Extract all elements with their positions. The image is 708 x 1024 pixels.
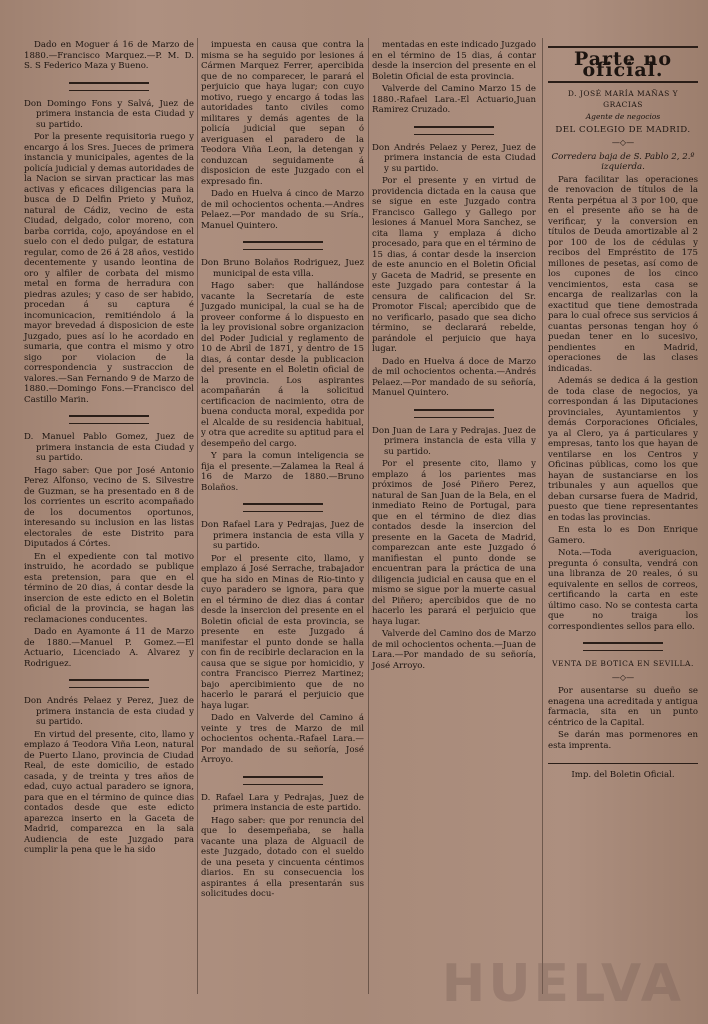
notice-signature: Dado en Moguer á 16 de Marzo de 1880.—Francisco Marquez.—P. M. D. S. S Federico Maza y Bueno.	[24, 40, 194, 71]
ad-body: En esta lo es Don Enrique Gamero.	[548, 525, 698, 546]
separator	[243, 241, 323, 250]
notice-body: Hago saber: Que por José Antonio Perez Alfonso, vecino de S. Silvestre de Guzman, se ha presentado en 8 de los corrientes un escrito acompañado de los documentos oportunos, interesando su inclusion en las listas electorales de este Distrito para Diputados á Córtes.	[24, 465, 194, 549]
separator	[69, 82, 149, 91]
notice-heading: Don Juan de Lara y Pedrajas. Juez de primera instancia de esta villa y su partido.	[372, 425, 536, 457]
ad-body: Se darán mas pormenores en esta imprenta.	[548, 730, 698, 751]
notice-body: Dado en Valverde del Camino á veinte y tres de Marzo de mil ochocientos ochenta.-Rafael Lara.—Por mandado de su señoría, José Arroyo.	[201, 713, 364, 765]
column-4	[548, 40, 698, 783]
notice-body: Hago saber: que hallándose vacante la Secretaría de este Juzgado municipal, la cual se ha de proveer conforme á lo dispuesto en la ley provisional sobre organizacion del Poder Judicial y reglamento de 10 de Abril de 1871, y dentro de 15 dias, á contar desde la publicacion del presente en el Boletin oficial de la provincia. Los aspirantes acompañarán á la solicitud certificacion de nacimiento, otra de buena conducta moral, expedida por el Alcalde de su residencia habitual, y otra que acredite su aptitud para el desempeño del cargo.	[201, 281, 364, 449]
notice-heading: Don Rafael Lara y Pedrajas, Juez de primera instancia de esta villa y su partido.	[201, 520, 364, 551]
notice-body: En el expediente con tal motivo instruido, he acordado se publique esta pretension, para que en el término de 20 dias, á contar desde la insercion de este edicto en el Boletin oficial de la provincia, se hagan las reclamaciones conducentes.	[24, 551, 194, 625]
separator	[583, 642, 663, 651]
archive-watermark: HUELVA	[441, 954, 684, 1014]
notice-body: En virtud del presente, cito, llamo y emplazo á Teodora Viña Leon, natural de Puerto Llano, provincia de Ciudad Real, de este domicilio, de estado casada, y de treinta y tres años de edad, cuyo actual paradero se ignora, para que en el término de quince dias contados desde que este edicto aparezca inserto en la Gaceta de Madrid, comparezca en la sala Audiencia de este Juzgado para cumplir la pena que le ha sido	[24, 729, 194, 855]
ad-body: Por ausentarse su dueño se enagena una acreditada y antigua farmacia, sita en un punto céntrico de la Capital.	[548, 686, 698, 728]
ad-heading: VENTA DE BOTICA EN SEVILLA.	[552, 659, 694, 668]
column-1	[24, 40, 194, 858]
notice-body: Por el presente cito, llamo, y emplazo á José Serrache, trabajador que ha sido en Minas de Rio-tinto y cuyo paradero se ignora, para que en el término de diez dias á contar desde la insercion del presente en el Boletin oficial de esta provincia, se presente en este Juzgado á manifestar el punto donde se halla con fin de recibirle declaracion en la causa que se sigue por homicidio, y contra Francisco Pierrez Martinez; bajo apercibimiento que de no hacerlo le parará el perjuicio que haya lugar.	[201, 553, 364, 711]
notice-body: Por el presente cito, llamo y emplazo á los parientes mas próximos de José Piñero Perez, natural de San Juan de la Bela, en el inmediato Reino de Portugal, para que en el término de diez dias contados desde la insercion del presente en la Gaceta de Madrid, comparezcan ante este Juzgado ó manifiestan el punto donde se encuentran para la práctica de una diligencia judicial en causa que en el mismo se sigue por la muerte casual del Piñero; apercibidos que de no hacerlo les parará el perjuicio que haya lugar.	[372, 459, 536, 627]
notice-heading: Don Domingo Fons y Salvá, Juez de primera instancia de esta Ciudad y su partido.	[24, 98, 194, 130]
notice-body: Dado en Huelva á cinco de Marzo de mil ochocientos ochenta.—Andres Pelaez.—Por mandado de su Sría., Manuel Quintero.	[201, 189, 364, 231]
notice-body: Por el presente y en virtud de providencia dictada en la causa que se sigue en este Juzgado contra Francisco Gallego y Gallego por lesiones á Manuel Mora Sanchez, se cita llama y emplaza á dicho procesado, para que en el término de 15 dias, á contar desde la insercion de este anuncio en el Boletin Oficial y Gaceta de Madrid, se presente en este Juzgado para contestar á la censura de calificacion del Sr. Promotor Fiscal; apercibido que de no verificarlo, pasado que sea dicho término, se declarará rebelde, parándole el perjuicio que haya lugar.	[372, 176, 536, 354]
notice-body: impuesta en causa que contra la misma se ha seguido por lesiones á Cármen Marquez Ferrer, apercibida que de no comparecer, le parará el perjuicio que haya lugar; con cuyo motivo, ruego y encargo á todas las autoridades tanto civiles como militares y demás agentes de la policía judicial que sepan ó averiguasen el paradero de la Teodora Viña Leon, la detengan y conduzcan seguidamente á disposicion de este Juzgado con el expresado fin.	[201, 40, 364, 187]
ornament: —◇—	[611, 138, 635, 147]
agent-organization: DEL COLEGIO DE MADRID.	[555, 124, 691, 135]
separator	[69, 679, 149, 688]
notice-body: mentadas en este indicado Juzgado en el término de 15 dias, á contar desde la insercion del presente en el Boletin Oficial de esta provincia.	[372, 40, 536, 82]
notice-body: Valverde del Camino Marzo 15 de 1880.-Rafael Lara.-El Actuario,Juan Ramirez Cruzado.	[372, 84, 536, 115]
agent-name: D. JOSÉ MARÍA MAÑAS Y GRACIAS	[567, 89, 679, 109]
column-divider	[368, 38, 369, 994]
ad-body: Para facilitar las operaciones de renovacion de títulos de la Renta perpétua al 3 por 100, que en el presente año se ha de verificar, y la conversion en títulos de Deuda amortizable al 2 por 100 de los de cédulas y recibos del Empréstito de 175 millones de pesetas, así como de los cupones de los cinco vencimientos, esta casa se encarga de realizarlas con la exactitud que tiene demostrada para lo cual ofrece sus servicios á cuantas personas tengan hoy ó puedan tener en lo sucesivo, pendientes en Madrid, operaciones de las clases indicadas.	[548, 174, 698, 374]
separator	[414, 126, 494, 135]
ornament: —◇—	[611, 672, 635, 682]
agent-address: Corredera baja de S. Pablo 2, 2.º izquierda.	[551, 151, 695, 172]
notice-body: Por la presente requisitoria ruego y encargo á los Sres. Jueces de primera instancia y municipales, agentes de la policía judicial y demas autoridades de la Nacion se sirvan practicar las mas activas y eficaces diligencias para la busca de D Delfin Prieto y Muñoz, natural de Cádiz, vecino de esta Ciudad, delgado, color moreno, con barba corrida, cojo, apoyándose en el suelo con el dedo pulgar, de estatura regular, como de 26 á 28 años, vestido decentemente y usando leontina de oro y alfiler de corbata del mismo metal en forma de herradura con piedras azules; y caso de ser habido, procedan á su captura é incomunicacion, remitiéndolo á la mayor brevedad á disposicion de este Juzgado, pues así lo he acordado en sumaria, que contra el mismo y otro sigo por violacion de la correspondencia y sustraccion de valores.—San Fernando 9 de Marzo de 1880.—Domingo Fons.—Francisco del Castillo Marin.	[24, 132, 194, 405]
separator	[243, 776, 323, 785]
notice-heading: Don Andrés Pelaez y Perez, Juez de primera instancia de esta Ciudad y su partido.	[372, 142, 536, 174]
notice-heading: D. Rafael Lara y Pedrajas, Juez de primera instancia de este partido.	[201, 792, 364, 813]
section-title: Parte no oficial.	[548, 46, 698, 83]
notice-heading: Don Bruno Bolaños Rodriguez, Juez municipal de esta villa.	[201, 258, 364, 279]
notice-heading: Don Andrés Pelaez y Perez, Juez de primera instancia de esta ciudad y su partido.	[24, 696, 194, 727]
notice-body: Y para la comun inteligencia se fija el presente.—Zalamea la Real á 16 de Marzo de 1880.—Bruno Bolaños.	[201, 451, 364, 493]
notice-body: Dado en Huelva á doce de Marzo de mil ochocientos ochenta.—Andrés Pelaez.—Por mandado de su señoría, Manuel Quintero.	[372, 356, 536, 398]
notice-body: Hago saber: que por renuncia del que lo desempeñaba, se halla vacante una plaza de Alguacil de este Juzgado, dotado con el sueldo de una peseta y cincuenta céntimos diarios. En su consecuencia los aspirantes á ella presentarán sus solicitudes docu-	[201, 815, 364, 899]
column-2	[201, 40, 364, 902]
ad-body: Además se dedica á la gestion de toda clase de negocios, ya correspondan á las Diputaciones provinciales, Ayuntamientos y demás Corporaciones Oficiales, ya al Clero, ya á particulares y empresas, tanto los que hayan de ventilarse en los Centros y Oficinas públicas, como los que hayan de sustanciarse en los tribunales y aun aquellos que deban cursarse fuera de Madrid, puesto que tiene representantes en todas las provincias.	[548, 376, 698, 523]
column-3	[372, 40, 536, 673]
separator	[243, 503, 323, 512]
notice-body: Valverde del Camino dos de Marzo de mil ochocientos ochenta.—Juan de Lara.—Por mandado de su señoría, José Arroyo.	[372, 629, 536, 671]
column-divider	[197, 38, 198, 994]
notice-body: Dado en Ayamonte á 11 de Marzo de 1880.—Manuel P. Gomez.—El Actuario, Licenciado A. Alvarez y Rodriguez.	[24, 627, 194, 669]
notice-heading: D. Manuel Pablo Gomez, Juez de primera instancia de esta Ciudad y su partido.	[24, 432, 194, 463]
ad-body: Nota.—Toda averiguacion, pregunta ó consulta, vendrá con una libranza de 20 reales, ó su equivalente en sellos de correos, certificando la carta en este último caso. No se contesta carta que no traiga los correspondientes sellos para ello.	[548, 548, 698, 632]
agent-role: Agente de negocios	[585, 112, 661, 121]
separator	[414, 409, 494, 418]
column-divider	[542, 38, 543, 994]
printer-footer: Imp. del Boletin Oficial.	[548, 763, 698, 781]
separator	[69, 415, 149, 424]
